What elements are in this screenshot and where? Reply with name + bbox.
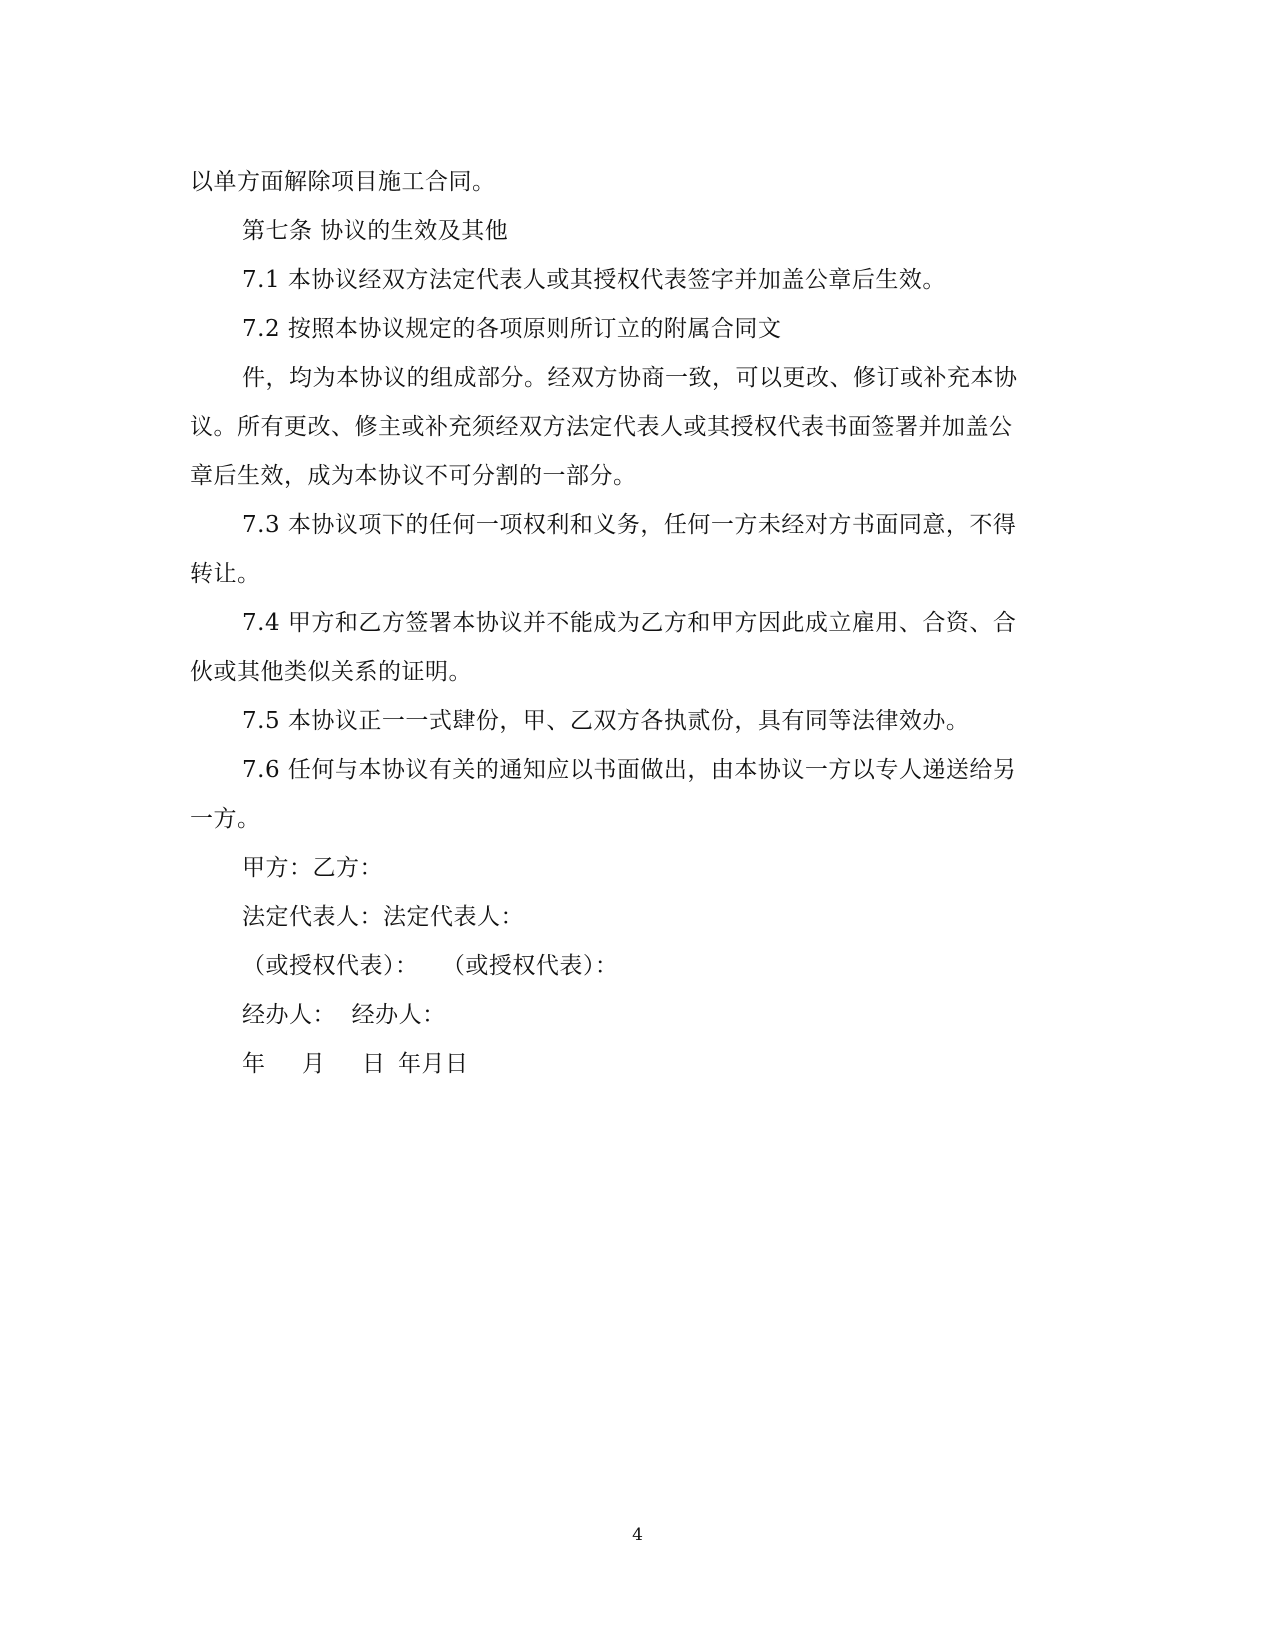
- document-body: [190, 158, 1070, 1089]
- paragraph-line: 7.4 甲方和乙方签署本协议并不能成为乙方和甲方因此成立雇用、合资、合: [242, 610, 1017, 636]
- paragraph-line: 件，均为本协议的组成部分。经双方协商一致，可以更改、修订或补充本协: [242, 365, 1018, 391]
- paragraph-line: 以单方面解除项目施工合同。: [190, 169, 496, 195]
- paragraph-line: 7.3 本协议项下的任何一项权利和义务，任何一方未经对方书面同意，不得: [242, 512, 1017, 538]
- paragraph-line: 7.2 按照本协议规定的各项原则所订立的附属合同文: [242, 316, 782, 342]
- signature-authorized-rep: （或授权代表）： （或授权代表）：: [242, 953, 619, 979]
- signature-legal-rep: 法定代表人：法定代表人：: [242, 904, 524, 930]
- paragraph-line: 议。所有更改、修主或补充须经双方法定代表人或其授权代表书面签署并加盖公: [190, 414, 1013, 440]
- date-year: 年: [242, 1051, 266, 1077]
- page-number: 4: [632, 1525, 643, 1545]
- paragraph-line: 7.6 任何与本协议有关的通知应以书面做出，由本协议一方以专人递送给另: [242, 757, 1017, 783]
- date-month: 月: [302, 1051, 326, 1077]
- paragraph-line: 转让。: [190, 561, 261, 587]
- paragraph-line: 7.5 本协议正一一式肆份，甲、乙双方各执贰份，具有同等法律效办。: [242, 708, 970, 734]
- signature-handler: 经办人： 经办人：: [242, 1002, 446, 1028]
- signature-date: [190, 1040, 1070, 1089]
- paragraph-line: 伙或其他类似关系的证明。: [190, 659, 472, 685]
- paragraph-line: 一方。: [190, 806, 261, 832]
- signature-parties: 甲方：乙方：: [242, 855, 383, 881]
- date-day: 日: [362, 1051, 386, 1077]
- paragraph-line: 章后生效，成为本协议不可分割的一部分。: [190, 463, 637, 489]
- section-heading: 第七条 协议的生效及其他: [242, 218, 509, 244]
- paragraph-line: 7.1 本协议经双方法定代表人或其授权代表签字并加盖公章后生效。: [242, 267, 946, 293]
- date-full: 年月日: [398, 1051, 469, 1077]
